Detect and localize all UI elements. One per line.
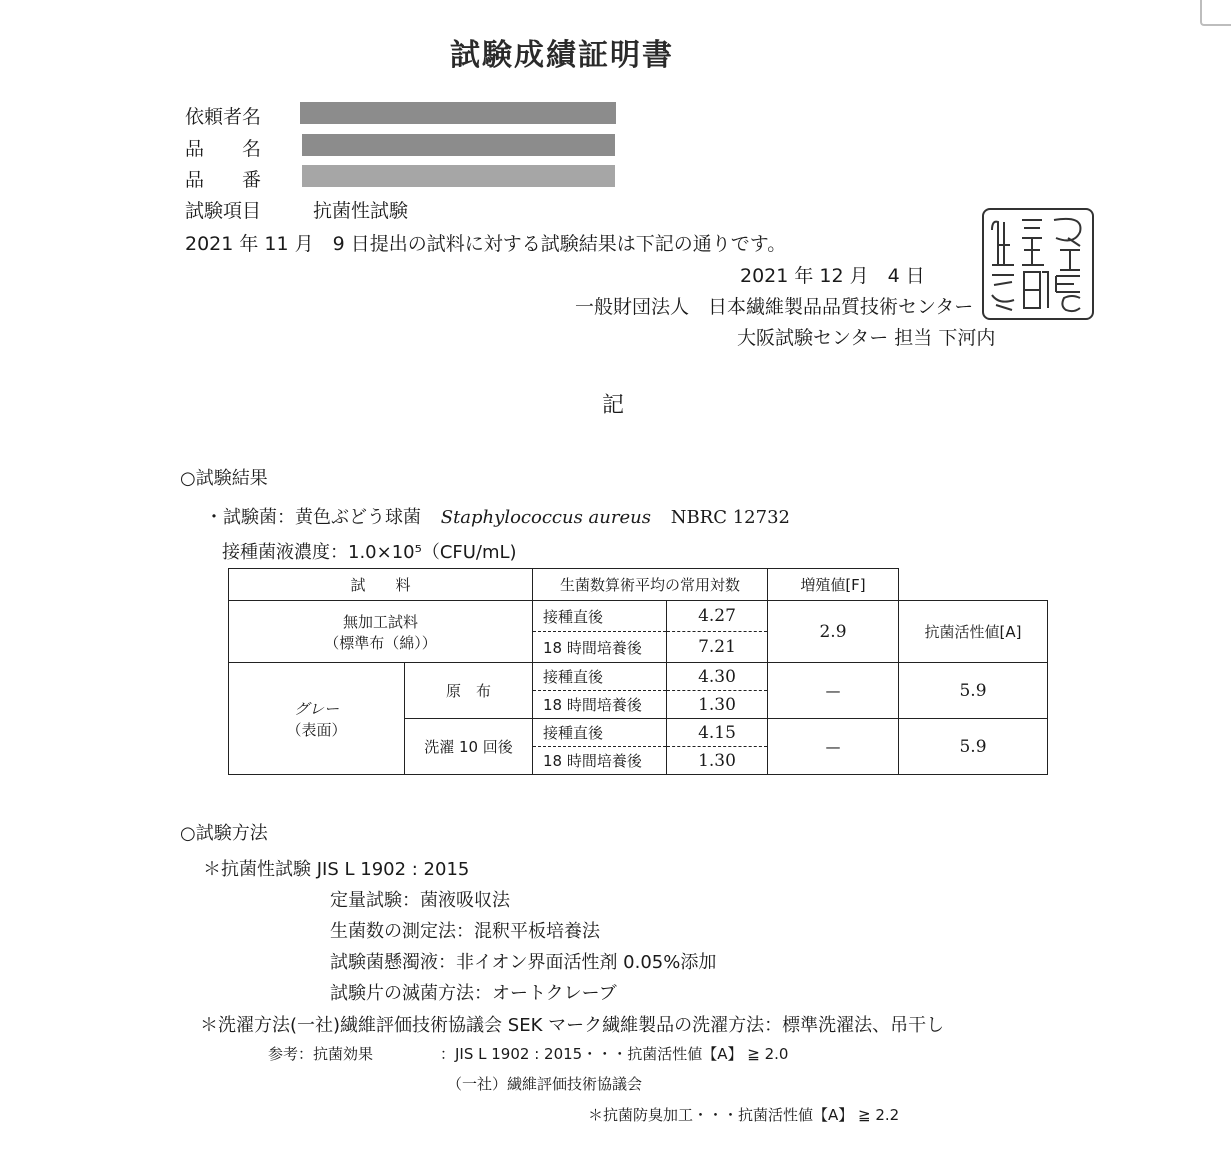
intro-text: 2021 年 11 月 9 日提出の試料に対する試験結果は下記の通りです。	[185, 233, 787, 255]
reference-label: 参考：抗菌効果	[268, 1045, 374, 1063]
t18-label: 18 時間培養後	[533, 632, 667, 663]
test-item-label: 試験項目	[185, 200, 262, 222]
t18-value: 1.30	[667, 691, 768, 719]
method-standard: ＊抗菌性試験 JIS L 1902 : 2015	[203, 859, 470, 880]
method-item: 試験片の滅菌方法：オートクレーブ	[330, 983, 617, 1004]
raw-fabric-label: 原 布	[405, 663, 533, 719]
washed-10-label: 洗濯 10 回後	[405, 719, 533, 775]
t0-value: 4.15	[667, 719, 768, 747]
table-header-row	[229, 569, 1048, 601]
t0-label: 接種直後	[533, 601, 667, 632]
activity-value: 5.9	[899, 663, 1048, 719]
method-item: 試験菌懸濁液：非イオン界面活性剤 0.05%添加	[330, 952, 717, 973]
certification-seal-stamp	[982, 208, 1094, 320]
gray-group-sub: （表面）	[286, 720, 347, 739]
t18-value: 1.30	[667, 747, 768, 775]
product-number-label: 品 番	[185, 169, 262, 191]
table-row	[229, 663, 1048, 691]
header-sample: 試 料	[229, 569, 533, 601]
t0-value: 4.27	[667, 601, 768, 632]
bacterium-label: ・試験菌：黄色ぶどう球菌	[205, 507, 421, 528]
reference-jis: ：JIS L 1902 : 2015・・・抗菌活性値【A】 ≧ 2.0	[440, 1045, 789, 1063]
seal-icon	[984, 210, 1092, 318]
results-heading: ○試験結果	[180, 468, 268, 489]
control-sample-cell	[229, 601, 533, 663]
gray-group-cell	[229, 663, 405, 775]
activity-value: 5.9	[899, 719, 1048, 775]
product-number-redaction	[302, 165, 615, 187]
t0-value: 4.30	[667, 663, 768, 691]
window-corner-frame	[1200, 0, 1231, 26]
control-sample-name: 無加工試料	[342, 612, 418, 631]
control-sample-sub: （標準布（綿））	[324, 633, 437, 652]
t0-label: 接種直後	[533, 719, 667, 747]
table-row	[229, 601, 1048, 632]
method-item: 生菌数の測定法：混釈平板培養法	[330, 921, 600, 942]
gray-group-name: グレー	[293, 699, 339, 718]
growth-value: —	[768, 663, 899, 719]
method-heading: ○試験方法	[180, 823, 268, 844]
client-name-redaction	[300, 102, 616, 124]
client-name-label: 依頼者名	[185, 106, 262, 128]
product-name-redaction	[302, 134, 615, 156]
results-table	[228, 568, 1048, 775]
header-log-mean: 生菌数算術平均の常用対数	[533, 569, 768, 601]
issue-date: 2021 年 12 月 4 日	[740, 265, 925, 287]
growth-value: —	[768, 719, 899, 775]
t18-label: 18 時間培養後	[533, 691, 667, 719]
test-item-value: 抗菌性試験	[313, 200, 409, 222]
document-title: 試験成績証明書	[450, 38, 674, 73]
issuer-branch: 大阪試験センター 担当 下河内	[737, 327, 996, 349]
t18-value: 7.21	[667, 632, 768, 663]
t18-label: 18 時間培養後	[533, 747, 667, 775]
t0-label: 接種直後	[533, 663, 667, 691]
bacterium-line	[205, 503, 790, 529]
bacterium-latin-name: Staphylococcus aureus	[440, 507, 651, 528]
method-item: 定量試験：菌液吸収法	[330, 890, 510, 911]
issuer-organization: 一般財団法人 日本繊維製品品質技術センター	[575, 296, 974, 318]
reference-organization: （一社）繊維評価技術協議会	[447, 1075, 643, 1093]
activity-header: 抗菌活性値[A]	[899, 601, 1048, 663]
growth-value: 2.9	[768, 601, 899, 663]
inoculum-concentration: 接種菌液濃度：1.0×10⁵（CFU/mL)	[222, 542, 517, 563]
ki-heading: 記	[602, 393, 625, 418]
header-blank	[899, 569, 1048, 601]
reference-deodorant: ＊抗菌防臭加工・・・抗菌活性値【A】 ≧ 2.2	[588, 1106, 900, 1124]
washing-method: ＊洗濯方法(一社)繊維評価技術協議会 SEK マーク繊維製品の洗濯方法：標準洗濯法、吊干し	[200, 1015, 945, 1036]
bacterium-strain-id: NBRC 12732	[670, 507, 790, 528]
product-name-label: 品 名	[185, 138, 262, 160]
header-growth-value: 増殖値[F]	[768, 569, 899, 601]
